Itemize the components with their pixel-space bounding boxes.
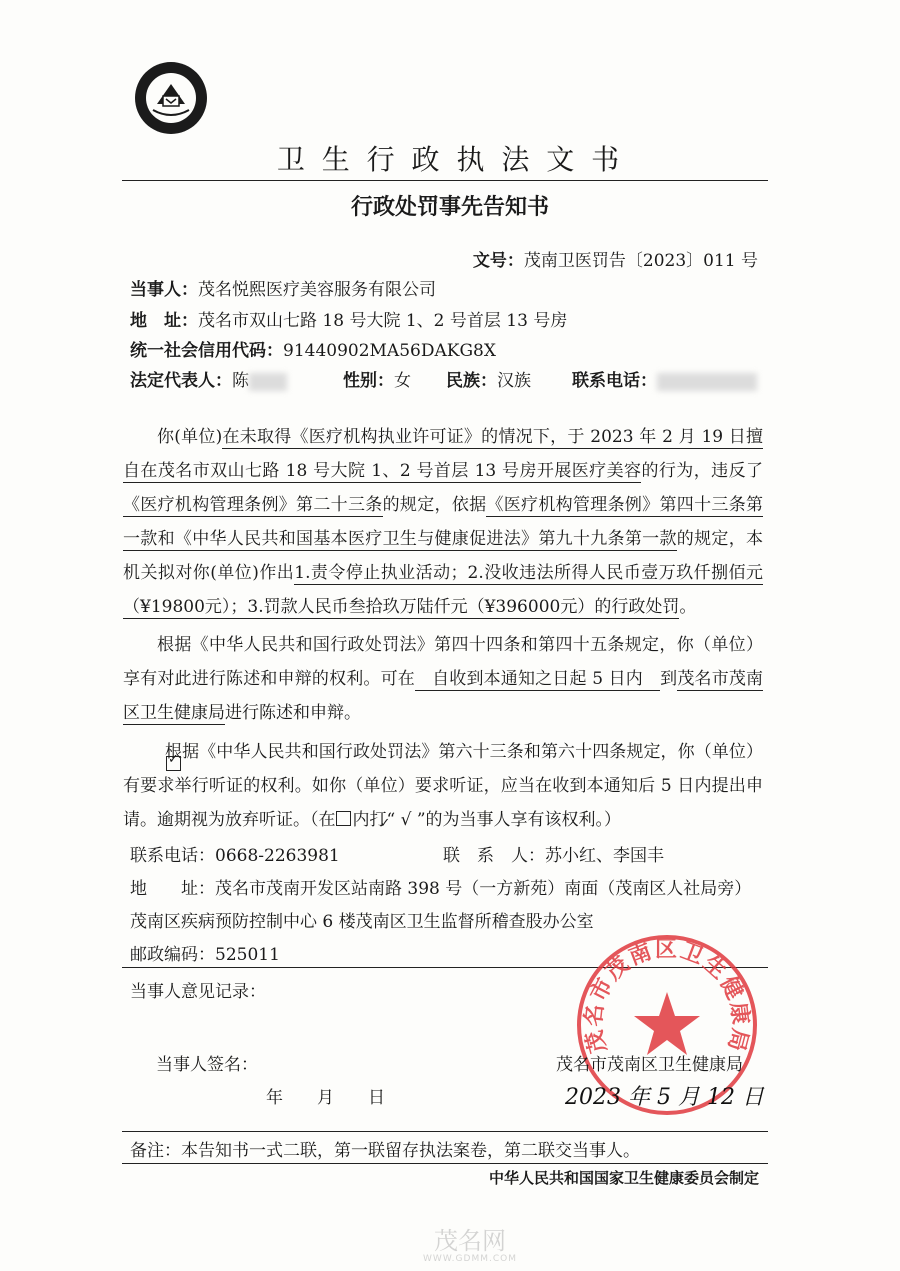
handwritten-date: 2023 年 5 月 12 日 — [565, 1085, 764, 1110]
footer-issuer: 中华人民共和国国家卫生健康委员会制定 — [488, 1169, 759, 1187]
contact-phone-row — [130, 844, 340, 868]
p1-legal-basis: 《医疗机构管理条例》第四十三条第一款和《中华人民共和国基本医疗卫生与健康促进法》第九十九条第一款 — [123, 495, 764, 549]
postcode: 525011 — [215, 945, 280, 965]
p1-violated-rule: 《医疗机构管理条例》第二十三条 — [123, 495, 383, 515]
p3-end: 内打“ √ ”的为当事人享有该权利。） — [352, 810, 622, 830]
doc-number-label: 文号： — [472, 251, 524, 271]
party-address: 茂名市双山七路 18 号大院 1、2 号首层 13 号房 — [198, 311, 568, 331]
header-divider — [122, 180, 768, 181]
party-sign-label: 当事人签名： — [156, 1055, 258, 1075]
party-address-label: 地 址： — [130, 311, 198, 331]
phone-redacted — [657, 373, 757, 391]
contact-address-label: 地 址： — [130, 879, 215, 899]
p1-text-2: 的规定，依据 — [382, 495, 487, 515]
p2-to: 到 — [660, 669, 678, 689]
representative-row — [130, 369, 287, 393]
remark-divider — [122, 1131, 768, 1132]
contact-address-row-2: 茂南区疾病预防控制中心 6 楼茂南区卫生监督所稽查股办公室 — [130, 912, 594, 932]
gender-row — [343, 369, 411, 393]
contact-person-label: 联 系 人： — [443, 846, 545, 866]
footer-divider — [122, 1163, 768, 1164]
org-signature: 茂名市茂南区卫生健康局 — [556, 1055, 743, 1075]
postcode-label: 邮政编码： — [130, 945, 215, 965]
party-phone-row — [572, 369, 757, 393]
party-sign-date: 年 月 日 — [266, 1088, 385, 1108]
p3-text: 根据《中华人民共和国行政处罚法》第六十三条和第六十四条规定，你（单位）有要求举行听证的权利。如你（单位）要求听证，应当在收到本通知后 5 日内提出申请。逾期视为放弃听证。（在 — [123, 742, 763, 830]
credit-code: 91440902MA56DAKG8X — [283, 341, 496, 361]
contact-phone-label: 联系电话： — [130, 846, 215, 866]
notice-paragraph-2 — [123, 628, 763, 730]
p2-end: 进行陈述和申辩。 — [225, 703, 361, 723]
notice-paragraph-3 — [123, 735, 763, 837]
p2-text: 根据《中华人民共和国行政处罚法》第四十四条和第四十五条规定，你（单位）享有对此进行陈述和申辩的权利。可在 — [123, 635, 763, 689]
credit-code-row — [130, 339, 496, 363]
remark: 备注：本告知书一式二联，第一联留存执法案卷，第二联交当事人。 — [130, 1141, 640, 1161]
gender: 女 — [394, 371, 411, 391]
opinion-label: 当事人意见记录： — [130, 982, 266, 1002]
p1-penalties: 1.责令停止执业活动；2.没收违法所得人民币壹万玖仟捌佰元（¥19800元）；3.罚款人民币叁拾玖万陆仟元（¥396000元）的行政处罚 — [123, 563, 763, 617]
p1-subject: 你(单位) — [157, 427, 223, 447]
p1-text-3: 的规定，本机关拟对你(单位)作出 — [123, 529, 764, 583]
health-inspection-emblem — [133, 60, 209, 136]
contact-phone: 0668-2263981 — [215, 846, 340, 866]
ethnic-label: 民族： — [446, 371, 497, 391]
doc-number — [473, 249, 758, 273]
rep-name: 陈 — [232, 371, 249, 391]
hearing-right-checkbox — [166, 756, 181, 771]
p2-authority: 茂名市茂南区卫生健康局 — [123, 669, 764, 723]
watermark — [380, 1228, 560, 1268]
party-name-label: 当事人： — [130, 280, 198, 300]
series-title: 卫 生 行 政 执 法 文 书 — [276, 143, 624, 176]
party-name-row — [130, 278, 436, 302]
ethnic-row — [446, 369, 531, 393]
p1-violation: 在未取得《医疗机构执业许可证》的情况下，于 2023 年 2 月 19 日擅自在茂名市双山七路 18 号大院 1、2 号首层 13 号房开展医疗美容 — [123, 427, 763, 481]
postcode-row — [130, 943, 280, 967]
contact-persons: 苏小红、李国丰 — [545, 846, 664, 866]
p2-deadline: 自收到本通知之日起 5 日内 — [414, 669, 661, 689]
rep-redacted — [249, 373, 287, 391]
party-address-row — [130, 309, 567, 333]
watermark-url: WWW.GDMM.COM — [423, 1254, 517, 1264]
ethnic: 汉族 — [497, 371, 531, 391]
checkbox-icon — [336, 811, 351, 826]
p1-text: 的行为，违反了 — [641, 461, 763, 481]
doc-title: 行政处罚事先告知书 — [350, 195, 549, 220]
gender-label: 性别： — [343, 371, 394, 391]
watermark-brand: 茂名网 — [434, 1227, 506, 1255]
doc-number-value: 茂南卫医罚告〔2023〕011 号 — [523, 251, 758, 271]
notice-paragraph-1 — [123, 420, 763, 624]
party-phone-label: 联系电话： — [572, 371, 657, 391]
contact-address-row — [130, 877, 751, 901]
rep-label: 法定代表人： — [130, 371, 232, 391]
contact-person-row — [443, 844, 664, 868]
party-name: 茂名悦熙医疗美容服务有限公司 — [198, 280, 436, 300]
credit-code-label: 统一社会信用代码： — [130, 341, 283, 361]
p1-end: 。 — [679, 597, 697, 617]
contact-address-1: 茂名市茂南开发区站南路 398 号（一方新苑）南面（茂南区人社局旁） — [215, 879, 752, 899]
seal-text: 茂名市茂南区卫生健康局 — [581, 937, 753, 1056]
